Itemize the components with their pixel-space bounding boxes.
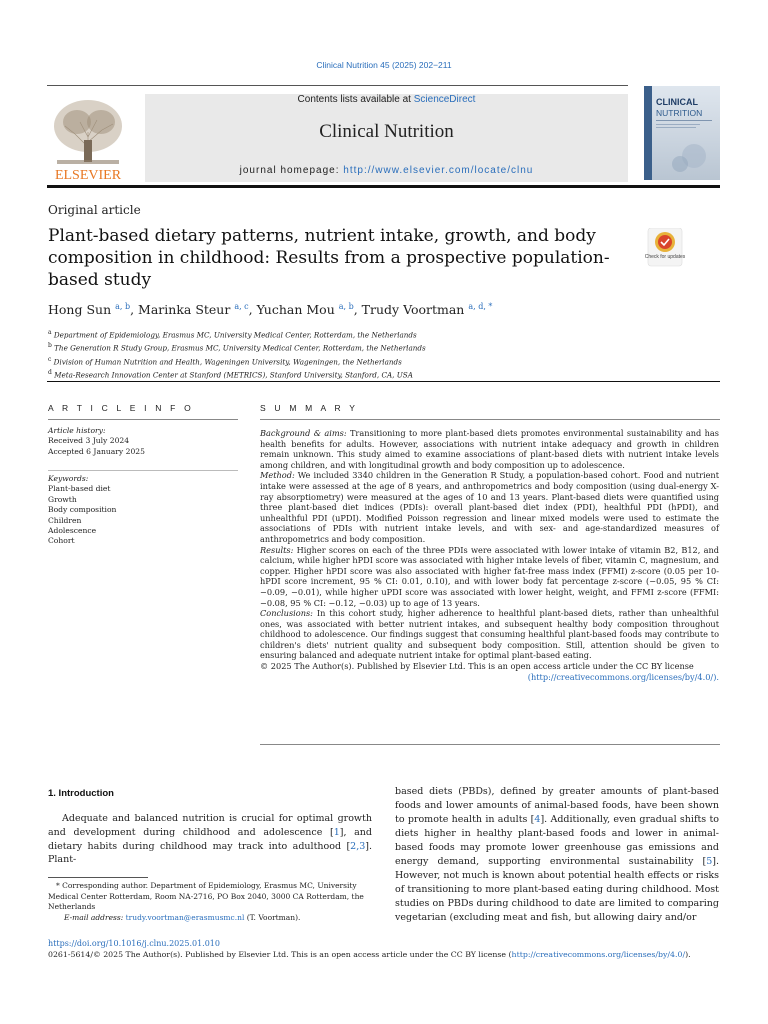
- copyright-line: © 2025 The Author(s). Published by Elsevier Ltd. This is an open access article under the CC BY license: [260, 661, 694, 672]
- affiliation-marker[interactable]: a, d, *: [468, 302, 493, 311]
- keyword: Cohort: [48, 536, 75, 546]
- sciencedirect-link[interactable]: ScienceDirect: [413, 94, 476, 105]
- keyword: Body composition: [48, 505, 117, 515]
- crossmark-icon: [645, 228, 685, 268]
- intro-column-2: based diets (PBDs), defined by greater amounts of plant-based foods and lower amounts of animal-based foods, have been shown to promote health in adults [4]. Additionally, even gradual shifts to diets higher in healthy plant-based foods and lower in animal-based foods may promote lower greenhouse gas emissions and energy demand, supporting environmental sustainability [5]. However, not much is known about potential health effects or risks of transitioning to more plant-based eating during childhood. Most studies on PBDs during childhood to date are limited to comparing vegetarian (excluding meat and fish, but allowing dairy and/or: [395, 786, 719, 923]
- elsevier-tree-icon: [47, 92, 129, 182]
- affiliation-marker[interactable]: a, c: [234, 302, 249, 311]
- abstract-method: Method: We included 3340 children in the Generation R Study, a population-based cohort. Food and nutrient intake were assessed at the age of 8 years, and anthropometrics and body composition (using dual-energy X-ray absorptiometry) were measured at the ages of 10 and 13 years. Plant-based diets were quantified using three plant-based diet indices (PDIs): overall plant-based diet index (PDI), healthful PDI (hPDI), and unhealthful PDI (uPDI). Modified Poisson regression and linear mixed models were used to estimate the associations of PDIs with nutrient intake levels, and with sex- and age-standardized measures of anthropometrics and body composition.: [260, 470, 719, 544]
- keyword: Children: [48, 515, 82, 525]
- author[interactable]: Hong Sun $^{a, b}$: [48, 302, 131, 318]
- citation-link[interactable]: 4: [534, 814, 541, 825]
- abstract-results: Results: Higher scores on each of the three PDIs were associated with lower intake of vitamin B2, B12, and calcium, while higher hPDI score was associated with higher intake levels of fiber, vitamin C, magnesium, and copper. Higher hPDI score was also associated with higher fat-free mass index (FFMI) z-score (0.05 per 10-hPDI score increment, 95 % CI: 0.01, 0.10), and with lower body fat percentage z-score (−0.05, 95 % CI: −0.09, −0.01), while higher uPDI score was associated with lower height, weight, and FFMI z-score (FFMI: −0.08, 95 % CI: −0.12, −0.03) up to age of 13 years.: [260, 544, 719, 608]
- license-link[interactable]: (http://creativecommons.org/licenses/by/4.0/).: [527, 671, 719, 682]
- summary-rule: [260, 419, 720, 420]
- author[interactable]: Trudy Voortman $^{a, d, *}$: [361, 302, 493, 318]
- footer-license-link[interactable]: http://creativecommons.org/licenses/by/4.0/: [511, 950, 686, 959]
- author[interactable]: Marinka Steur $^{a, c}$: [138, 302, 249, 318]
- abstract-text: [260, 428, 719, 682]
- affiliation-item: $^d$ Meta-Research Innovation Center at Stanford (METRICS), Stanford University, Stanford, CA, USA: [48, 369, 413, 380]
- contents-line: [145, 94, 628, 105]
- citation-link[interactable]: 1: [333, 826, 340, 838]
- affiliation-item: $^a$ Department of Epidemiology, Erasmus MC, University Medical Center, Rotterdam, the Netherlands: [48, 329, 417, 340]
- received-date: Received 3 July 2024: [48, 436, 130, 446]
- affiliation-item: $^c$ Division of Human Nutrition and Health, Wageningen University, Wageningen, the Netherlands: [48, 355, 402, 367]
- author-list: Hong Sun $^{a, b}$, Marinka Steur $^{a, c}$, Yuchan Mou $^{a, b}$, Trudy Voortman $^{a, d, *}$: [48, 302, 493, 318]
- keywords: Keywords: Plant-based diet Growth Body composition Children Adolescence Cohort: [48, 474, 238, 547]
- doi-link[interactable]: https://doi.org/10.1016/j.clnu.2025.01.010: [48, 939, 220, 948]
- article-history: Article history: Received 3 July 2024 Accepted 6 January 2025: [48, 426, 238, 457]
- elsevier-logo[interactable]: [47, 92, 129, 182]
- svg-text:CLINICAL: CLINICAL: [656, 97, 698, 107]
- footnote-rule: [48, 877, 148, 878]
- abstract-conclusions: Conclusions: In this cohort study, higher adherence to healthful plant-based diets, rather than unhealthful ones, was associated with better nutrient intakes, and subsequent healthy body composition throughout childhood to adolescence. Our findings suggest that consuming healthful plant-based foods may contribute to children's diets' nutrient quality and subsequent body composition. Still, attention should be given to ensuring balanced and adequate nutrient intake for optimal plant-based eating.: [260, 608, 719, 661]
- author[interactable]: Yuchan Mou $^{a, b}$: [256, 302, 354, 318]
- affiliation-marker[interactable]: a, b: [115, 302, 131, 311]
- affiliation-item: $^b$ The Generation R Study Group, Erasmus MC, University Medical Center, Rotterdam, the Netherlands: [48, 342, 426, 353]
- svg-text:NUTRITION: NUTRITION: [656, 108, 703, 118]
- article-info-heading: A R T I C L E I N F O: [48, 403, 194, 413]
- affiliations: [48, 327, 426, 381]
- homepage-prefix: journal homepage:: [239, 165, 340, 176]
- journal-cover-image: [644, 86, 720, 180]
- summary-end-rule: [260, 744, 720, 745]
- intro-column-1: Adequate and balanced nutrition is crucial for optimal growth and development during childhood and adolescence [1], and dietary habits during childhood may track into adulthood [2,3]. Plant-: [48, 813, 372, 866]
- keyword: Plant-based diet: [48, 484, 111, 494]
- corresponding-author-note: * Corresponding author. Department of Epidemiology, Erasmus MC, University Medical Center Rotterdam, Room NA-2716, PO Box 2040, 3000 CA Rotterdam, the Netherlands E-mail address: trudy.voortman@erasmusmc.nl (T. Voortman).: [48, 881, 364, 922]
- journal-name: Clinical Nutrition: [319, 121, 454, 142]
- article-info-rule: [48, 419, 238, 420]
- keyword: Growth: [48, 494, 77, 504]
- journal-citation[interactable]: Clinical Nutrition 45 (2025) 202−211: [316, 60, 452, 70]
- svg-text:Check for updates: Check for updates: [645, 254, 685, 260]
- issn-line: 0261-5614/© 2025 The Author(s). Published by Elsevier Ltd. This is an open access article under the CC BY license (http://creativecommons.org/licenses/by/4.0/).: [48, 950, 691, 959]
- svg-text:ELSEVIER: ELSEVIER: [54, 168, 122, 182]
- article-info-divider: [48, 470, 238, 471]
- citation-link[interactable]: 2,3: [350, 840, 366, 852]
- journal-homepage: [145, 165, 628, 176]
- section-heading-introduction: 1. Introduction: [48, 788, 114, 799]
- article-type: Original article: [48, 203, 141, 217]
- affiliation-marker[interactable]: a, b: [338, 302, 354, 311]
- check-for-updates-badge[interactable]: [645, 228, 685, 268]
- article-title: Plant-based dietary patterns, nutrient intake, growth, and body composition in childhood: Results from a prospective population-based study: [48, 226, 610, 290]
- citation-link[interactable]: 5: [706, 856, 713, 867]
- contents-prefix: Contents lists available at: [297, 94, 411, 105]
- homepage-link[interactable]: http://www.elsevier.com/locate/clnu: [343, 165, 534, 176]
- abstract-background: Background & aims: Transitioning to more plant-based diets promotes environmental sustainability and has health benefits for adults. However, associations with nutrient intake adequacy and growth in children remain unknown. This study aimed to examine associations of plant-based diets with nutrient intake levels among children, and with longitudinal growth and body composition up to adolescence.: [260, 428, 719, 470]
- header-rule: [47, 85, 628, 86]
- header-thick-rule: [47, 185, 720, 188]
- keyword: Adolescence: [48, 526, 97, 536]
- journal-cover[interactable]: [644, 86, 720, 180]
- summary-heading: S U M M A R Y: [260, 403, 359, 413]
- accepted-date: Accepted 6 January 2025: [48, 446, 145, 456]
- section-rule: [47, 381, 720, 382]
- email-link[interactable]: trudy.voortman@erasmusmc.nl: [125, 912, 245, 922]
